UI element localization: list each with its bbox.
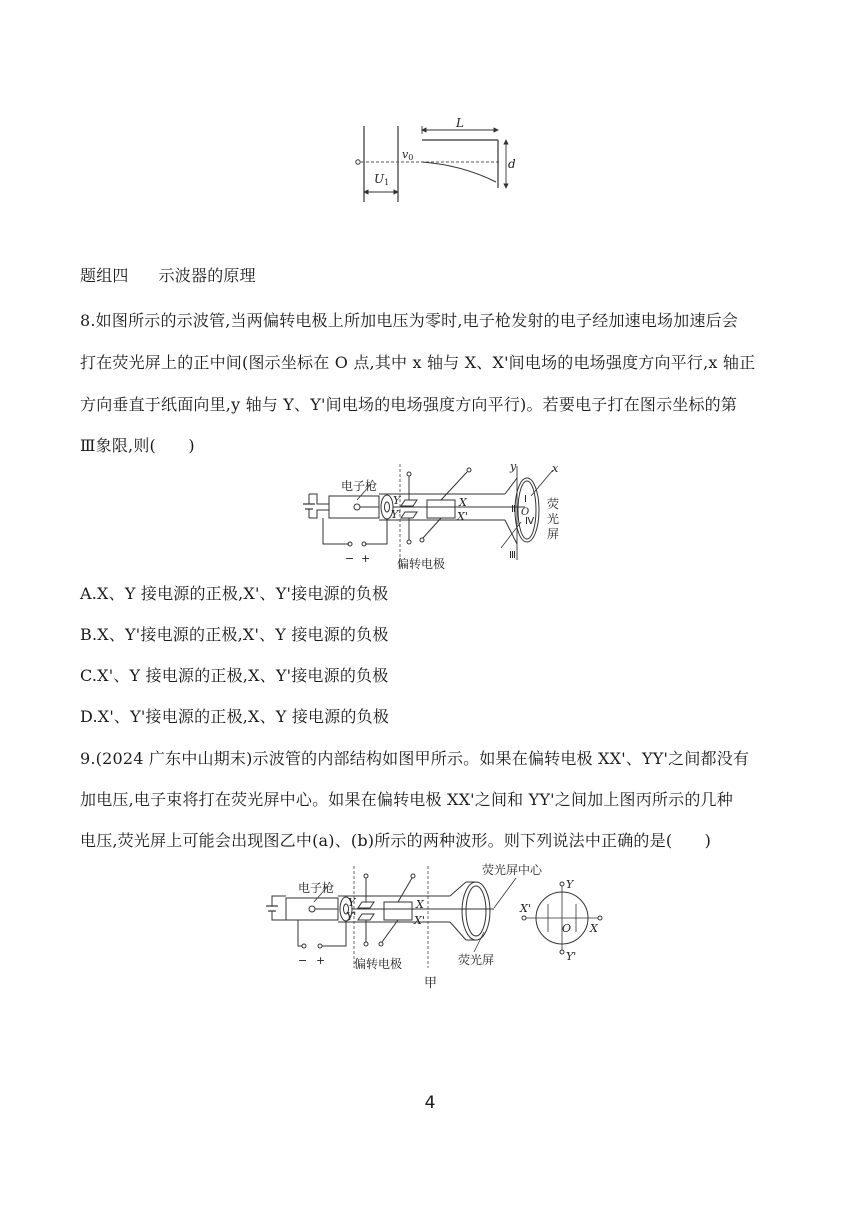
q8-screen-char-3: 屏 xyxy=(547,527,560,541)
q8-label-Xp: X' xyxy=(457,510,468,523)
label-L: L xyxy=(456,116,464,130)
section-name: 示波器的原理 xyxy=(158,266,256,285)
q9-line-3: 电压,荧光屏上可能会出现图乙中(a)、(b)所示的两种波形。则下列说法中正确的是( ) xyxy=(80,831,712,850)
q9-label-Y: Y xyxy=(348,896,356,909)
label-d: d xyxy=(508,157,516,171)
q8-axis-y: y xyxy=(510,460,517,473)
q8-quad-1: Ⅰ xyxy=(524,494,527,505)
q8-option-d: D.X'、Y'接电源的正极,X、Y 接电源的负极 xyxy=(80,707,390,726)
q8-plus: + xyxy=(361,552,371,565)
q8-line-1: 8.如图所示的示波管,当两偏转电极上所加电压为零时,电子枪发射的电子经加速电场加速后会 xyxy=(80,311,739,330)
q9-front-Yp: Y' xyxy=(566,950,577,963)
q9-label-deflector: 偏转电极 xyxy=(354,957,403,971)
q8-label-Y: Y xyxy=(393,494,401,507)
q9-line-1: 9.(2024 广东中山期末)示波管的内部结构如图甲所示。如果在偏转电极 XX'、YY'之间都没有 xyxy=(80,749,750,768)
q8-label-Yp: Y' xyxy=(391,508,402,521)
q9-front-X: X xyxy=(590,922,598,935)
q9-minus: − xyxy=(298,954,308,967)
q8-axis-x: x xyxy=(552,462,559,475)
q9-front-Xp: X' xyxy=(520,902,531,915)
q8-label-gun: 电子枪 xyxy=(341,479,378,493)
q9-label-Xp: X' xyxy=(414,914,425,927)
q8-quad-2: Ⅱ xyxy=(511,504,516,515)
q9-label-Yp: Y' xyxy=(346,910,357,923)
page-number: 4 xyxy=(424,1093,436,1113)
q8-option-b: B.X、Y'接电源的正极,X'、Y 接电源的负极 xyxy=(80,625,389,644)
q9-label-screen: 荧光屏 xyxy=(458,953,495,967)
q8-screen-char-2: 光 xyxy=(547,512,560,526)
q8-label-deflector: 偏转电极 xyxy=(397,557,446,571)
q9-label-X: X xyxy=(416,898,424,911)
q8-quad-3: Ⅲ xyxy=(509,550,516,561)
section-title xyxy=(80,266,256,286)
label-v0: v0 xyxy=(402,148,414,162)
q8-quad-4: Ⅳ xyxy=(525,516,535,527)
q8-option-a: A.X、Y 接电源的正极,X'、Y'接电源的负极 xyxy=(80,584,389,603)
q8-line-4: Ⅲ象限,则( ) xyxy=(80,436,195,455)
q9-label-gun: 电子枪 xyxy=(298,881,335,895)
q9-figure-jia xyxy=(262,860,608,992)
q8-minus: − xyxy=(345,552,355,565)
q9-front-Y: Y xyxy=(566,878,574,891)
q9-front-O: O xyxy=(562,922,572,935)
deflection-figure xyxy=(350,116,520,208)
q8-line-2: 打在荧光屏上的正中间(图示坐标在 O 点,其中 x 轴与 X、X'间电场的电场强度方向平行,x 轴正 xyxy=(80,353,756,372)
q9-line-2: 加电压,电子束将打在荧光屏中心。如果在偏转电极 XX'之间和 YY'之间加上图丙所示的几种 xyxy=(80,790,733,809)
q8-line-3: 方向垂直于纸面向里,y 轴与 Y、Y'间电场的电场强度方向平行)。若要电子打在图示坐标的第 xyxy=(80,395,738,414)
q8-label-X: X xyxy=(459,496,467,509)
q9-caption: 甲 xyxy=(424,976,438,991)
q9-plus: + xyxy=(316,954,326,967)
q8-origin: O xyxy=(521,507,530,518)
q8-screen-char-1: 荧 xyxy=(547,497,560,511)
section-group: 题组四 xyxy=(80,266,129,285)
q9-label-screen-center: 荧光屏中心 xyxy=(482,863,543,877)
label-U1: U1 xyxy=(374,172,390,187)
q8-option-c: C.X'、Y 接电源的正极,X、Y'接电源的负极 xyxy=(80,666,389,685)
q8-oscilloscope-figure xyxy=(295,460,575,574)
